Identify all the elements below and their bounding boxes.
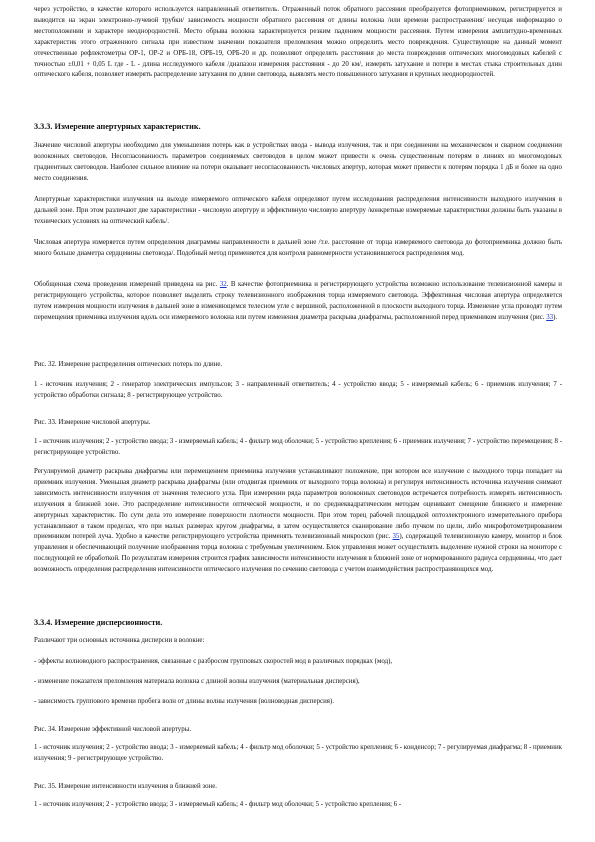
figure-link-35[interactable]: 35: [392, 533, 400, 541]
scheme-text-start: Обобщенная схема проведения измерений приведена на рис.: [34, 281, 220, 288]
list-item-material-dispersion: - изменение показателя преломления материала волокна с длиной волны излучения (материальная дисперсия),: [34, 678, 360, 685]
paragraph-aperture-importance: Значение числовой апертуры необходимо для уменьшения потерь как в устройствах ввода - вывода излучения, так и при соединении на механическом и сварном соединении волоконных световодов. Несогласованность параметров соединяемых световодов в целом может привести к очень существенным потерям в линиях из многомодовых градиентных световодов. Наиболее сильное влияние на потери оказывает несогласованность числовых апертур, которая может привести к потерям порядка 1 дБ и более на одно место соединения.: [34, 142, 562, 182]
paragraph-measurement-scheme: [34, 280, 562, 345]
figure-caption-34: Рис. 34. Измерение эффективной числовой апертуры.: [34, 726, 192, 733]
paragraph-reflectometry: через устройство, в качестве которого используется направленный ответвитель. Отраженный поток обратного рассеяния преобразуется фотоприемником, регистрируется и выводится на экран электронно-лучевой трубки/ зависимость мощности обратного рассеяния от длины волокна /или времени распространения/ несущая информацию о местоположении и характере неоднородностей. Место обрыва волокна характеризуется резким падением мощности рассеяния. Путем измерения амплитудно-временных характеристик этого отраженного сигнала при известном значении показателя преломления можно определить место повреждения. Существующие на данный момент отечественные рефлектометры ОР-1, ОР-2 и ОРБ-18, ОРБ-19, ОРБ-20 и др. позволяют определять расстояния до места повреждения оптических многомодовых кабелей с точностью ±0,01 + 0,05 L где - L - длина исследуемого кабеля /диапазон измерения расстояния - до 20 км/, измерять затухание и потери в местах стыка строительных длин оптического кабеля, позволяет измерять распределение затухания по длине световода, выявлять место повышенного затухания и крупных неоднородностей.: [34, 6, 562, 79]
section-heading-aperture: 3.3.3. Измерение апертурных характеристик.: [34, 122, 201, 131]
paragraph-aperture-characteristics: Апертурные характеристики излучения на выходе измеряемого оптического кабеля определяют путем исследования распределения интенсивности выходного излучения в дальней зоне. При этом различают две характеристики - числовую апертуру и эффективную числовую апертуру /конкретные измеряемые характеристики должны быть указаны в технических условиях на оптический кабель/.: [34, 196, 562, 225]
list-item-waveguide-dispersion: - зависимость группового времени пробега волн от длины волны излучения (волноводная дисперсия).: [34, 698, 334, 705]
figure-link-33[interactable]: 33: [546, 313, 554, 321]
figure-caption-35: Рис. 35. Измерение интенсивности излучения в ближней зоне.: [34, 783, 217, 790]
figure-legend-35: 1 - источник излучения; 2 - устройство ввода; 3 - измеряемый кабель; 4 - фильтр мод оболочки; 5 - устройство крепления; 6 -: [34, 801, 402, 808]
paragraph-dispersion-sources: Различают три основных источника дисперсии в волокне:: [34, 637, 205, 644]
paragraph-numerical-aperture: Числовая апертура измеряется путем определения диаграммы направленности в дальней зоне /т.е. расстояние от торца измеряемого световода до фотоприемника должно быть много больше диаметра сердцевины световода/. Подобный метод применяется для контроля равномерности установившегося распределения мод.: [34, 239, 562, 257]
scheme-text-middle: . В качестве фотоприемника и регистрирующего устройства возможно использование телевизионной камеры и регистрирующего устройства, которое позволяет выделять строку телевизионного изображения торца измеряемого световода. Эффективная числовая апертура определяется путем измерения мощности излучения в дальней зоне в изменяющемся телесном угле с вершиной, расположенной в плоскости выходного торца. Изменение угла проводят путем перемещения приемника излучения вдоль оси измеряемого волокна или путем изменения диаметра раскрыва диафрагмы, расположенной перед приемником излучения (рис.: [34, 281, 562, 321]
figure-caption-32: Рис. 32. Измерение распределения оптических потерь по длине.: [34, 361, 223, 368]
list-item-mode-dispersion: - эффекты волноводного распространения, связанные с разбросом групповых скоростей мод в различных порядках (мод),: [34, 658, 393, 665]
diaphragm-text-start: Регулируемой диаметр раскрыва диафрагмы или перемещением приемника излучения устанавливают положение, при котором все излучение с выходного торца попадает на приемник излучения. Уменьшая диаметр раскрыва диафрагмы (или отодвигая приемник от выходного торца волокна) и регулируя интенсивность источника излучения снимают зависимость интенсивности излучения от значения телесного угла. При измерении ряда параметров волоконных световодов встречается потребность измерять интенсивность излучения в ближней зоне. Это распределение интенсивности оптической мощности, и по среднеквадратическим методам оценивают смещение ближнего и измерение апертурных характеристик. По сути дела это измерение поверхности плотности мощности. При этом торец рабочей площадкой оптоэлектронного измерительного прибора устанавливают в таком пределах, что при малых размерах кругом диафрагмы, в затем осуществляется сканирование либо пучком по щели, либо микрофотометрированием приемником потерей луча. Удобно в качестве регистрирующего устройства применять телевизионный микроскоп (рис.: [34, 468, 562, 541]
scheme-text-end: ).: [553, 313, 558, 321]
figure-legend-33: 1 - источник излучения; 2 - устройство ввода; 3 - измеряемый кабель; 4 - фильтр мод оболочки; 5 - устройство крепления; 6 - приемник излучения; 7 - устройство перемещения; 8 - регистрирующее устройство.: [34, 438, 562, 456]
figure-caption-33: Рис. 33. Измерение числовой апертуры.: [34, 419, 151, 426]
figure-legend-34: 1 - источник излучения; 2 - устройство ввода; 3 - измеряемый кабель; 4 - фильтр мод оболочки; 5 - устройство крепления; 6 - конденсор; 7 - регулируемая диафрагма; 8 - приемник излучения; 9 - регистрирующее устройство.: [34, 744, 562, 762]
paragraph-diaphragm-near-field: [34, 467, 562, 608]
figure-link-32[interactable]: 32: [219, 281, 227, 288]
figure-legend-32: 1 - источник излучения; 2 - генератор электрических импульсов; 3 - направленный ответвитель; 4 - устройство ввода; 5 - измеряемый кабель; 6 - приемник излучения; 7 - устройство обработки сигнала; 8 - регистрирующее устройство.: [34, 381, 562, 399]
section-heading-dispersion: 3.3.4. Измерение дисперсионности.: [34, 618, 163, 627]
diaphragm-text-end: ), содержащей телевизионную камеру, монитор и блок управления и обеспечивающий получение изображения торца волокна с требуемым увеличением. Блок управления может осуществлять выделение нужной строки на мониторе с последующей ее обработкой. По результатам измерения строится график зависимости интенсивности излучения в ближней зоне от нормированного радиуса сердцевины, что дает возможность определения распределения интенсивности оптического излучения по сечению световода с учетом взаимодействия распространяющихся мод.: [34, 533, 562, 574]
